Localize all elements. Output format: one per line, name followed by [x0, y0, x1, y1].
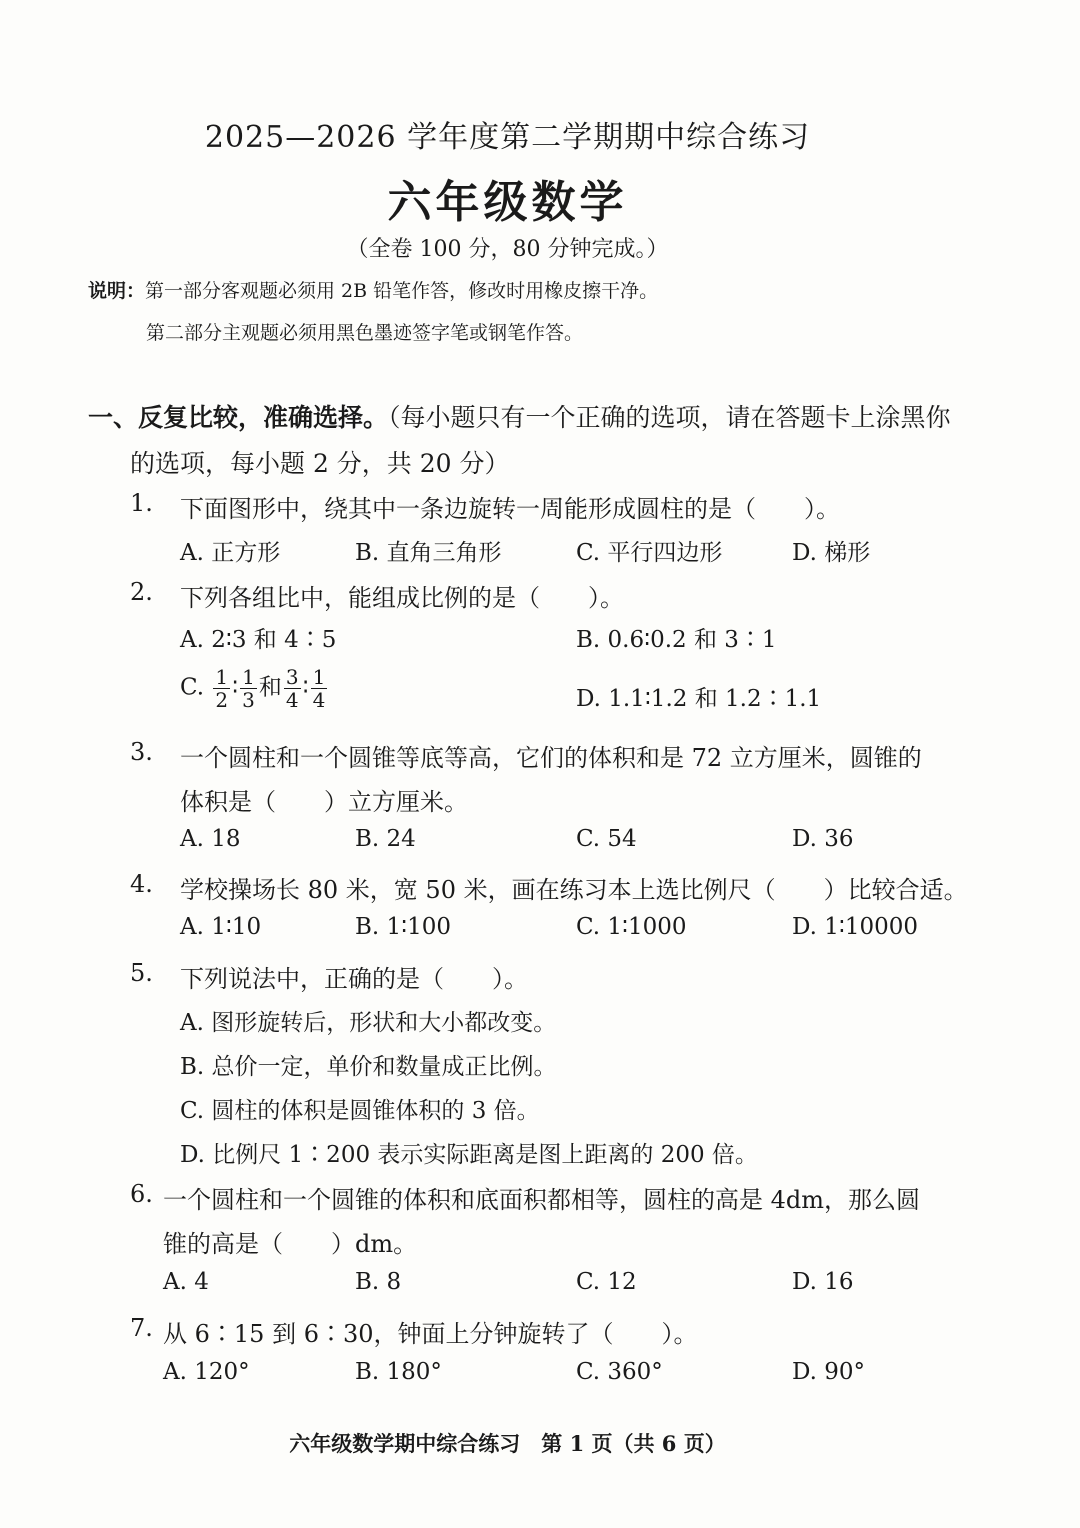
option-d: D. 90° — [792, 1359, 866, 1385]
question-text: 学校操场长 80 米，宽 50 米，画在练习本上选比例尺（ ）比较合适。 — [180, 876, 968, 904]
option-b: B. 180° — [355, 1359, 442, 1385]
question-number: 4. — [130, 870, 153, 898]
fraction — [311, 666, 328, 711]
option-b: B. 24 — [355, 826, 416, 852]
fraction-denominator: 2 — [215, 688, 229, 712]
section-desc-b: 的选项，每小题 2 分，共 20 分） — [130, 449, 510, 478]
option-b: B. 1∶100 — [355, 914, 452, 940]
exam-title: 六年级数学 — [387, 177, 628, 228]
fraction-numerator: 1 — [215, 665, 229, 689]
question-text: 一个圆柱和一个圆锥的体积和底面积都相等，圆柱的高是 4dm，那么圆 — [163, 1186, 921, 1214]
fraction — [240, 666, 257, 711]
option-c: C. 平行四边形 — [576, 540, 723, 566]
question-number: 7. — [130, 1314, 153, 1342]
option-d: D. 36 — [792, 826, 854, 852]
option-b: B. 总价一定，单价和数量成正比例。 — [180, 1054, 557, 1080]
section-header — [88, 398, 951, 434]
option-d: D. 梯形 — [792, 540, 871, 566]
option-a: A. 120° — [163, 1359, 250, 1385]
option-b: B. 0.6∶0.2 和 3∶1 — [576, 627, 777, 653]
question-number: 5. — [130, 959, 153, 987]
option-b: B. 直角三角形 — [355, 540, 502, 566]
ratio-colon: ∶ — [232, 674, 239, 701]
question-text: 从 6∶15 到 6∶30，钟面上分钟旋转了（ ）。 — [163, 1320, 698, 1348]
question-text: 一个圆柱和一个圆锥等底等高，它们的体积和是 72 立方厘米，圆锥的 — [180, 744, 922, 772]
option-a: A. 2∶3 和 4∶5 — [180, 627, 337, 653]
option-d: D. 比例尺 1∶200 表示实际距离是图上距离的 200 倍。 — [180, 1142, 758, 1168]
fraction — [213, 666, 230, 711]
option-c: C. 54 — [576, 826, 637, 852]
section-desc-a: （每小题只有一个正确的选项，请在答题卡上涂黑你 — [388, 403, 951, 432]
question-text-cont: 体积是（ ）立方厘米。 — [180, 788, 468, 816]
option-c: C. 12 — [576, 1269, 637, 1295]
instructions-line-1 — [88, 276, 658, 303]
instructions-text-2: 第二部分主观题必须用黑色墨迹签字笔或钢笔作答。 — [146, 322, 584, 344]
option-d: D. 1.1∶1.2 和 1.2∶1.1 — [576, 686, 822, 712]
question-number: 3. — [130, 738, 153, 766]
instructions-label: 说明： — [88, 280, 146, 302]
question-text: 下列各组比中，能组成比例的是（ ）。 — [180, 584, 624, 612]
section-title: 一、反复比较，准确选择。 — [88, 403, 389, 432]
exam-header: 2025—2026 学年度第二学期期中综合练习 — [204, 120, 811, 155]
exam-subtitle: （全卷 100 分，80 分钟完成。） — [346, 237, 669, 262]
question-text-cont: 锥的高是（ ）dm。 — [163, 1230, 418, 1258]
fraction-numerator: 3 — [285, 665, 299, 689]
fraction-denominator: 4 — [312, 688, 326, 712]
ratio-colon: ∶ — [302, 674, 309, 701]
option-a: A. 图形旋转后，形状和大小都改变。 — [180, 1010, 557, 1036]
option-c — [180, 666, 329, 711]
conjunction: 和 — [258, 674, 282, 701]
option-a: A. 18 — [180, 826, 241, 852]
fraction-denominator: 3 — [242, 688, 255, 712]
option-a: A. 正方形 — [180, 540, 281, 566]
fraction-denominator: 4 — [285, 688, 299, 712]
fraction-numerator: 1 — [312, 665, 326, 689]
question-number: 1. — [130, 489, 153, 517]
option-d: D. 16 — [792, 1269, 854, 1295]
fraction-numerator: 1 — [242, 665, 255, 689]
question-number: 6. — [130, 1180, 153, 1208]
fraction — [284, 666, 301, 711]
question-text: 下面图形中，绕其中一条边旋转一周能形成圆柱的是（ ）。 — [180, 495, 840, 523]
option-c: C. 1∶1000 — [576, 914, 687, 940]
option-a: A. 1∶10 — [180, 914, 262, 940]
option-c: C. 360° — [576, 1359, 663, 1385]
option-a: A. 4 — [163, 1269, 209, 1295]
option-b: B. 8 — [355, 1269, 402, 1295]
option-c-label: C. — [180, 674, 205, 701]
instructions-text-1: 第一部分客观题必须用 2B 铅笔作答，修改时用橡皮擦干净。 — [145, 280, 659, 302]
option-d: D. 1∶10000 — [792, 914, 919, 940]
page-footer: 六年级数学期中综合练习 第 1 页（共 6 页） — [289, 1431, 726, 1456]
question-text: 下列说法中，正确的是（ ）。 — [180, 965, 528, 993]
option-c: C. 圆柱的体积是圆锥体积的 3 倍。 — [180, 1098, 540, 1124]
question-number: 2. — [130, 578, 153, 606]
